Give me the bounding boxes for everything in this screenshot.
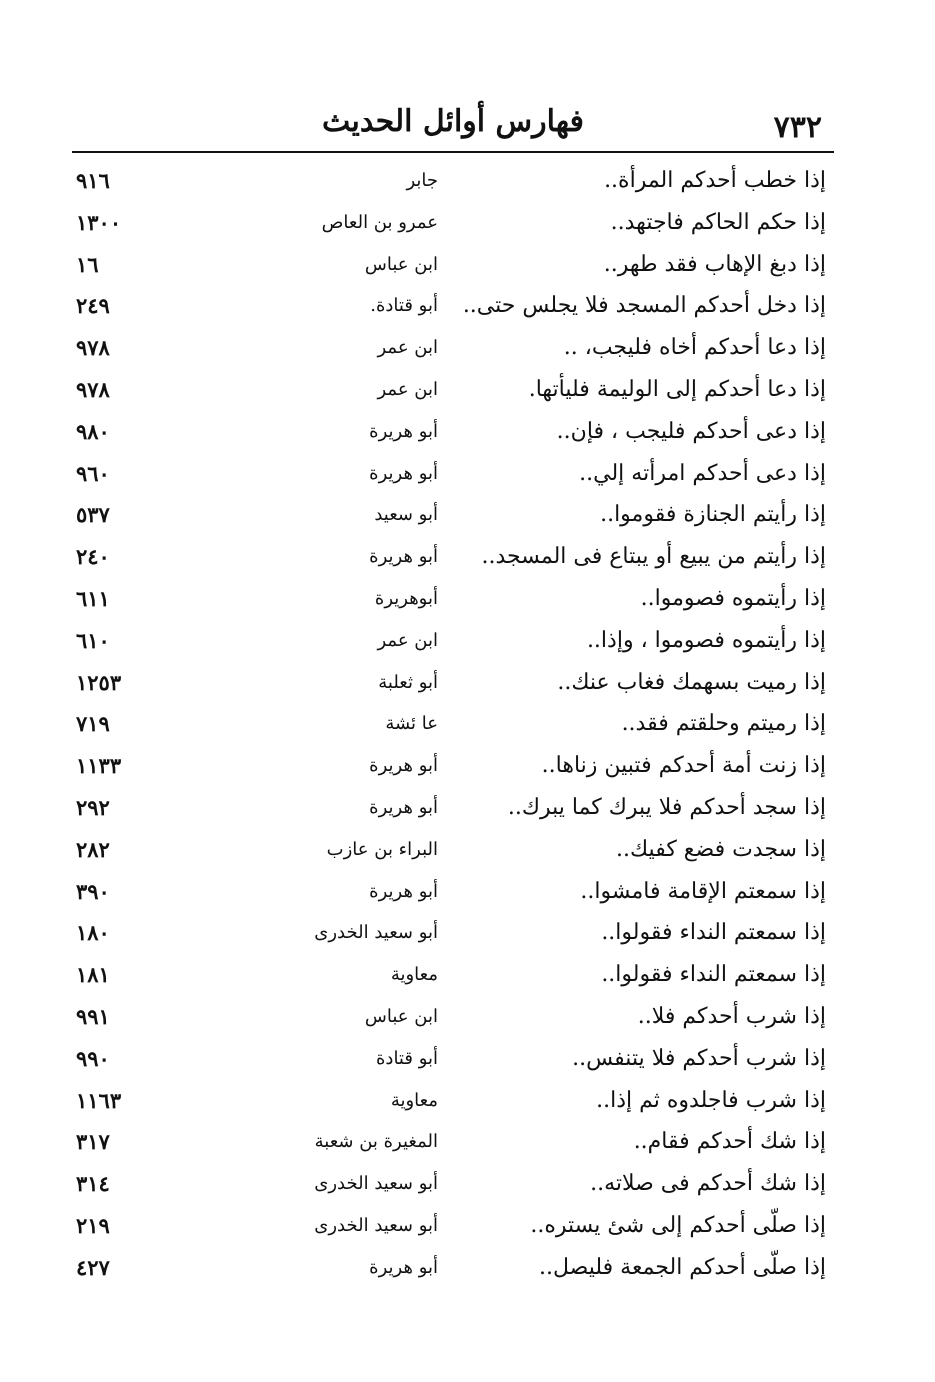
hadith-opening-text: إذا سجدت فضع كفيك.. — [616, 836, 826, 862]
hadith-number: ١٨١ — [76, 962, 110, 988]
hadith-number: ١٦ — [76, 251, 99, 277]
index-row — [72, 996, 834, 1038]
hadith-opening-text: إذا شرب أحدكم فلا.. — [637, 1003, 826, 1029]
index-row — [72, 285, 834, 327]
narrator-name: ابن عمر — [377, 378, 438, 400]
hadith-number: ٩٦٠ — [76, 460, 110, 486]
hadith-index-list — [72, 160, 834, 1289]
narrator-name: أبوهريرة — [374, 587, 438, 609]
hadith-opening-text: إذا صلّى أحدكم إلى شئ يستره.. — [530, 1212, 826, 1238]
narrator-name: أبو هريرة — [369, 1256, 438, 1278]
hadith-opening-text: إذا رميت بسهمك فغاب عنك.. — [557, 669, 826, 695]
hadith-opening-text: إذا شك أحدكم فى صلاته.. — [590, 1171, 826, 1197]
hadith-number: ٣١٤ — [76, 1171, 110, 1197]
index-row — [72, 912, 834, 954]
hadith-number: ١١٣٣ — [76, 753, 122, 779]
index-row — [72, 1038, 834, 1080]
index-row — [72, 453, 834, 495]
hadith-number: ٩٨٠ — [76, 418, 110, 444]
narrator-name: المغيرة بن شعبة — [314, 1131, 438, 1153]
narrator-name: أبو هريرة — [369, 462, 438, 484]
narrator-name: أبو سعيد — [374, 504, 438, 526]
narrator-name: أبو هريرة — [369, 755, 438, 777]
hadith-opening-text: إذا رأيتموه فصوموا.. — [640, 585, 826, 611]
hadith-opening-text: إذا دعى أحدكم امرأته إلي.. — [579, 460, 826, 486]
hadith-number: ٩٩١ — [76, 1003, 110, 1029]
hadith-opening-text: إذا رأيتم الجنازة فقوموا.. — [600, 502, 826, 528]
hadith-opening-text: إذا رأيتموه فصوموا ، وإذا.. — [586, 627, 826, 653]
narrator-name: عمرو بن العاص — [321, 211, 438, 233]
page-number: ٧٣٢ — [773, 110, 822, 145]
hadith-number: ١٢٥٣ — [76, 669, 122, 695]
hadith-number: ٥٣٧ — [76, 502, 110, 528]
narrator-name: أبو هريرة — [369, 796, 438, 818]
hadith-number: ٤٢٧ — [76, 1254, 110, 1280]
hadith-number: ١٣٠٠ — [76, 209, 122, 235]
index-row — [72, 871, 834, 913]
narrator-name: أبو سعيد الخدرى — [314, 1214, 438, 1236]
narrator-name: معاوية — [390, 964, 438, 986]
hadith-opening-text: إذا زنت أمة أحدكم فتبين زناها.. — [541, 753, 826, 779]
narrator-name: أبو هريرة — [369, 546, 438, 568]
index-row — [72, 1080, 834, 1122]
index-row — [72, 1247, 834, 1289]
hadith-number: ٣١٧ — [76, 1129, 110, 1155]
hadith-number: ٦١١ — [76, 585, 110, 611]
index-row — [72, 703, 834, 745]
index-row — [72, 1163, 834, 1205]
narrator-name: أبو هريرة — [369, 880, 438, 902]
narrator-name: أبو ثعلبة — [378, 671, 438, 693]
hadith-opening-text: إذا رأيتم من يبيع أو يبتاع فى المسجد.. — [481, 544, 826, 570]
index-row — [72, 327, 834, 369]
index-row — [72, 954, 834, 996]
narrator-name: عا ئشة — [385, 713, 438, 735]
hadith-opening-text: إذا دعا أحدكم أخاه فليجب، .. — [563, 335, 826, 361]
narrator-name: معاوية — [390, 1089, 438, 1111]
narrator-name: أبو قتادة. — [370, 295, 438, 317]
hadith-opening-text: إذا خطب أحدكم المرأة.. — [604, 168, 826, 193]
narrator-name: البراء بن عازب — [326, 838, 438, 860]
narrator-name: أبو هريرة — [369, 420, 438, 442]
hadith-number: ٩٧٨ — [76, 376, 110, 402]
hadith-opening-text: إذا شرب أحدكم فلا يتنفس.. — [572, 1045, 826, 1071]
hadith-number: ٩٩٠ — [76, 1045, 110, 1071]
hadith-opening-text: إذا دعى أحدكم فليجب ، فإن.. — [556, 418, 826, 444]
hadith-number: ٦١٠ — [76, 627, 110, 653]
index-row — [72, 620, 834, 662]
index-row — [72, 160, 834, 202]
hadith-number: ٩١٦ — [76, 168, 110, 193]
page-title: فهارس أوائل الحديث — [322, 104, 584, 139]
hadith-opening-text: إذا دخل أحدكم المسجد فلا يجلس حتى.. — [462, 293, 826, 319]
hadith-opening-text: إذا صلّى أحدكم الجمعة فليصل.. — [539, 1254, 826, 1280]
index-row — [72, 494, 834, 536]
hadith-number: ٢١٩ — [76, 1212, 110, 1238]
hadith-opening-text: إذا سمعتم النداء فقولوا.. — [601, 920, 826, 946]
index-row — [72, 536, 834, 578]
header-divider — [72, 151, 834, 153]
hadith-number: ٢٤٠ — [76, 544, 110, 570]
index-row — [72, 1121, 834, 1163]
hadith-opening-text: إذا دبغ الإهاب فقد طهر.. — [603, 251, 826, 277]
index-row — [72, 745, 834, 787]
index-row — [72, 1205, 834, 1247]
hadith-number: ٩٧٨ — [76, 335, 110, 361]
hadith-number: ١٨٠ — [76, 920, 110, 946]
index-row — [72, 662, 834, 704]
hadith-opening-text: إذا حكم الحاكم فاجتهد.. — [610, 209, 826, 235]
hadith-opening-text: إذا دعا أحدكم إلى الوليمة فليأتها. — [528, 376, 826, 402]
hadith-opening-text: إذا سمعتم الإقامة فامشوا.. — [580, 878, 826, 904]
hadith-number: ٧١٩ — [76, 711, 110, 737]
hadith-number: ٣٩٠ — [76, 878, 110, 904]
hadith-number: ٢٤٩ — [76, 293, 110, 319]
index-row — [72, 829, 834, 871]
index-row — [72, 244, 834, 286]
hadith-number: ١١٦٣ — [76, 1087, 122, 1113]
hadith-number: ٢٨٢ — [76, 836, 110, 862]
index-row — [72, 411, 834, 453]
page-header — [72, 100, 834, 152]
hadith-opening-text: إذا سجد أحدكم فلا يبرك كما يبرك.. — [507, 794, 826, 820]
narrator-name: أبو سعيد الخدرى — [314, 1173, 438, 1195]
narrator-name: ابن عمر — [377, 337, 438, 359]
hadith-opening-text: إذا شك أحدكم فقام.. — [633, 1129, 826, 1155]
narrator-name: ابن عمر — [377, 629, 438, 651]
hadith-number: ٢٩٢ — [76, 794, 110, 820]
hadith-opening-text: إذا شرب فاجلدوه ثم إذا.. — [596, 1087, 826, 1113]
index-row — [72, 369, 834, 411]
narrator-name: ابن عباس — [364, 253, 438, 275]
narrator-name: أبو قتادة — [376, 1047, 438, 1069]
narrator-name: جابر — [406, 170, 438, 191]
narrator-name: ابن عباس — [364, 1005, 438, 1027]
index-row — [72, 578, 834, 620]
index-row — [72, 202, 834, 244]
index-row — [72, 787, 834, 829]
hadith-opening-text: إذا سمعتم النداء فقولوا.. — [601, 962, 826, 988]
narrator-name: أبو سعيد الخدرى — [314, 922, 438, 944]
hadith-opening-text: إذا رميتم وحلقتم فقد.. — [621, 711, 826, 737]
